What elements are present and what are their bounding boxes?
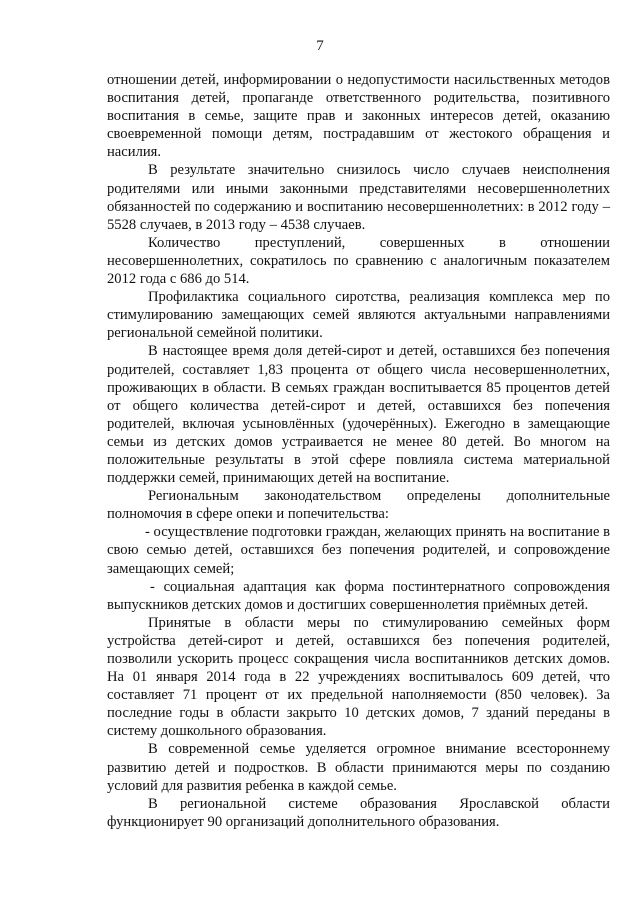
list-item-social-adaptation: - социальная адаптация как форма постинтернатного сопровождения выпускников детских домов и достигших совершеннолетия приёмных детей. — [107, 578, 610, 613]
page-number: 7 — [316, 38, 324, 54]
list-item-training: - осуществление подготовки граждан, желающих принять на воспитание в свою семью детей, оставшихся без попечения родителей, и сопровождение замещающих семей; — [107, 524, 610, 577]
paragraph-stimulation-measures: Принятые в области меры по стимулированию семейных форм устройства детей-сирот и детей, оставшихся без попечения родителей, позволили ускорить процесс сокращения числа воспитанников детских домов. На 01 января 2014 года в 22 учреждениях воспитывалось 609 детей, что составляет 71 процент от их предельной наполняемости (850 человек). За последние годы в области закрыто 10 детских домов, 7 зданий переданы в систему дошкольного образования. — [107, 614, 610, 740]
paragraph-parental-obligations: В результате значительно снизилось число случаев неисполнения родителями или иными законными представителями несовершеннолетних обязанностей по содержанию и воспитанию несовершеннолетних: в 2012 году – 5528 случаев, в 2013 году – 4538 случаев. — [107, 162, 610, 233]
paragraph-orphans-share: В настоящее время доля детей-сирот и детей, оставшихся без попечения родителей, составляет 1,83 процента от общего числа несовершеннолетних, проживающих в области. В семьях граждан воспитывается 85 процентов детей от общего количества детей-сирот и детей, оставшихся без попечения родителей, включая усыновлённых (удочерённых). Ежегодно в замещающие семьи из детских домов устраивается не менее 80 детей. Во многом на положительные результаты в этой сфере повлияла система материальной поддержки семей, принимающих детей на воспитание. — [107, 343, 610, 487]
document-body — [107, 71, 610, 831]
paragraph-continuation: отношении детей, информировании о недопустимости насильственных методов воспитания детей, пропаганде ответственного родительства, позитивного воспитания в семье, защите прав и законных интересов детей, оказанию своевременной помощи детям, пострадавшим от жестокого обращения и насилия. — [107, 72, 610, 161]
paragraph-orphanhood-prevention: Профилактика социального сиротства, реализация комплекса мер по стимулированию замещающих семей являются актуальными направлениями региональной семейной политики. — [107, 289, 610, 342]
paragraph-additional-education: В региональной системе образования Ярославской области функционирует 90 организаций дополнительного образования. — [107, 795, 610, 830]
paragraph-regional-legislation: Региональным законодательством определены дополнительные полномочия в сфере опеки и попечительства: — [107, 488, 610, 523]
paragraph-child-development: В современной семье уделяется огромное внимание всестороннему развитию детей и подростков. В области принимаются меры по созданию условий для развития ребенка в каждой семье. — [107, 741, 610, 794]
paragraph-crimes-against-minors: Количество преступлений, совершенных в отношении несовершеннолетних, сократилось по сравнению с аналогичным показателем 2012 года с 686 до 514. — [107, 234, 610, 288]
